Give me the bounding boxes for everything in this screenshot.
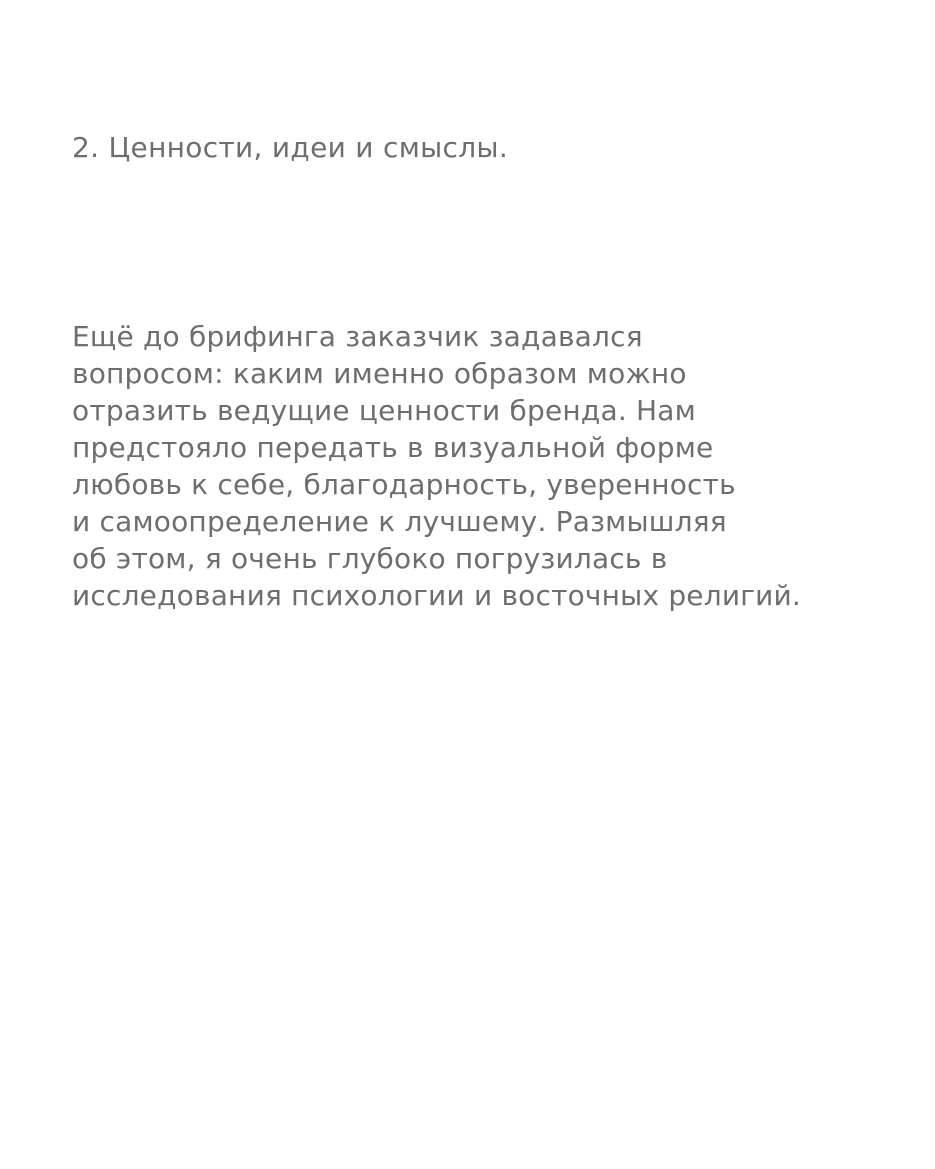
section-heading: 2. Ценности, идеи и смыслы. bbox=[72, 131, 509, 164]
paragraph-line: отразить ведущие ценности бренда. Нам bbox=[72, 394, 696, 427]
paragraph-line: и самоопределение к лучшему. Размышляя bbox=[72, 505, 727, 538]
paragraph-line: Ещё до брифинга заказчик задавался bbox=[72, 320, 643, 353]
paragraph-line: предстояло передать в визуальной форме bbox=[72, 431, 714, 464]
body-paragraph bbox=[72, 318, 892, 614]
paragraph-line: вопросом: каким именно образом можно bbox=[72, 357, 687, 390]
paragraph-line: любовь к себе, благодарность, уверенность bbox=[72, 468, 736, 501]
paragraph-line: об этом, я очень глубоко погрузилась в bbox=[72, 542, 668, 575]
paragraph-line: исследования психологии и восточных религий. bbox=[72, 579, 802, 612]
